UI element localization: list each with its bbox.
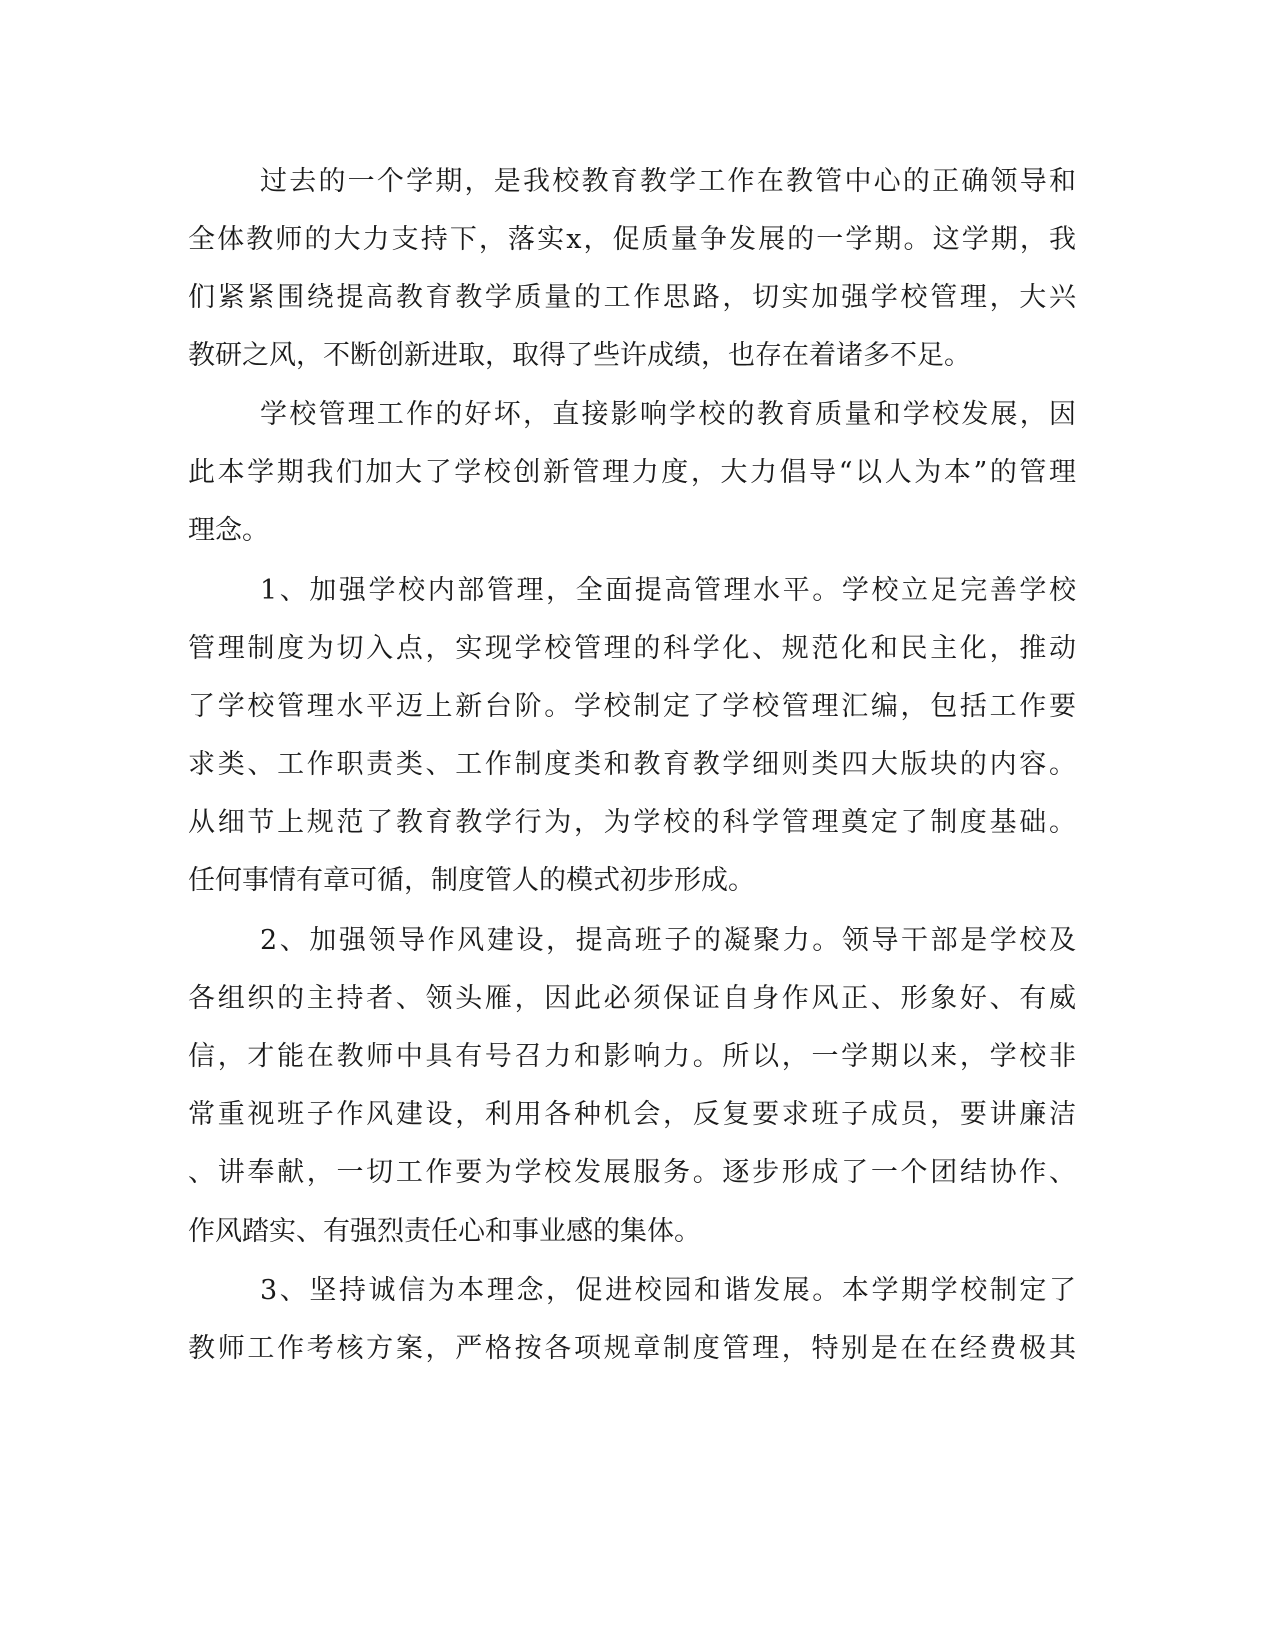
text-line: 过去的一个学期，是我校教育教学工作在教管中心的正确领导和 <box>260 166 1076 197</box>
text-line: 全体教师的大力支持下，落实x，促质量争发展的一学期。这学期，我 <box>188 224 1076 255</box>
paragraph-2-line-3 <box>0 506 1275 556</box>
paragraph-5-line-2 <box>0 1324 1275 1374</box>
paragraph-4-line-2 <box>0 974 1275 1024</box>
paragraph-5-line-1 <box>0 1266 1275 1316</box>
paragraph-4-line-6 <box>0 1207 1275 1257</box>
text-line: 从细节上规范了教育教学行为，为学校的科学管理奠定了制度基础。 <box>188 807 1076 838</box>
paragraph-3-line-1 <box>0 566 1275 616</box>
text-line: 3、坚持诚信为本理念，促进校园和谐发展。本学期学校制定了 <box>260 1275 1076 1306</box>
text-line: 各组织的主持者、领头雁，因此必须保证自身作风正、形象好、有威 <box>188 983 1076 1014</box>
text-line: 此本学期我们加大了学校创新管理力度，大力倡导“以人为本”的管理 <box>188 457 1076 488</box>
text-line: 了学校管理水平迈上新台阶。学校制定了学校管理汇编，包括工作要 <box>188 691 1076 722</box>
paragraph-3-line-3 <box>0 682 1275 732</box>
paragraph-1-line-4 <box>0 331 1275 381</box>
text-line: 任何事情有章可循，制度管人的模式初步形成。 <box>188 865 755 896</box>
paragraph-4-line-3 <box>0 1032 1275 1082</box>
text-line: 2、加强领导作风建设，提高班子的凝聚力。领导干部是学校及 <box>260 925 1076 956</box>
paragraph-1-line-1 <box>0 157 1275 207</box>
paragraph-4-line-5 <box>0 1148 1275 1198</box>
paragraph-2-line-2 <box>0 448 1275 498</box>
paragraph-4-line-1 <box>0 916 1275 966</box>
paragraph-1-line-3 <box>0 273 1275 323</box>
text-line: 信，才能在教师中具有号召力和影响力。所以，一学期以来，学校非 <box>188 1041 1076 1072</box>
text-line: 管理制度为切入点，实现学校管理的科学化、规范化和民主化，推动 <box>188 633 1076 664</box>
paragraph-3-line-4 <box>0 740 1275 790</box>
paragraph-3-line-5 <box>0 798 1275 848</box>
text-line: 学校管理工作的好坏，直接影响学校的教育质量和学校发展，因 <box>260 399 1076 430</box>
paragraph-2-line-1 <box>0 390 1275 440</box>
text-line: 们紧紧围绕提高教育教学质量的工作思路，切实加强学校管理，大兴 <box>188 282 1076 313</box>
paragraph-4-line-4 <box>0 1090 1275 1140</box>
paragraph-1-line-2 <box>0 215 1275 265</box>
paragraph-3-line-2 <box>0 624 1275 674</box>
text-line: 理念。 <box>188 515 269 546</box>
text-line: 求类、工作职责类、工作制度类和教育教学细则类四大版块的内容。 <box>188 749 1076 780</box>
text-line: 教师工作考核方案，严格按各项规章制度管理，特别是在在经费极其 <box>188 1333 1076 1364</box>
text-line: 1、加强学校内部管理，全面提高管理水平。学校立足完善学校 <box>260 575 1076 606</box>
text-line: 、讲奉献，一切工作要为学校发展服务。逐步形成了一个团结协作、 <box>188 1157 1076 1188</box>
text-line: 教研之风，不断创新进取，取得了些许成绩，也存在着诸多不足。 <box>188 340 971 371</box>
paragraph-3-line-6 <box>0 856 1275 906</box>
text-line: 作风踏实、有强烈责任心和事业感的集体。 <box>188 1216 701 1247</box>
text-line: 常重视班子作风建设，利用各种机会，反复要求班子成员，要讲廉洁 <box>188 1099 1076 1130</box>
